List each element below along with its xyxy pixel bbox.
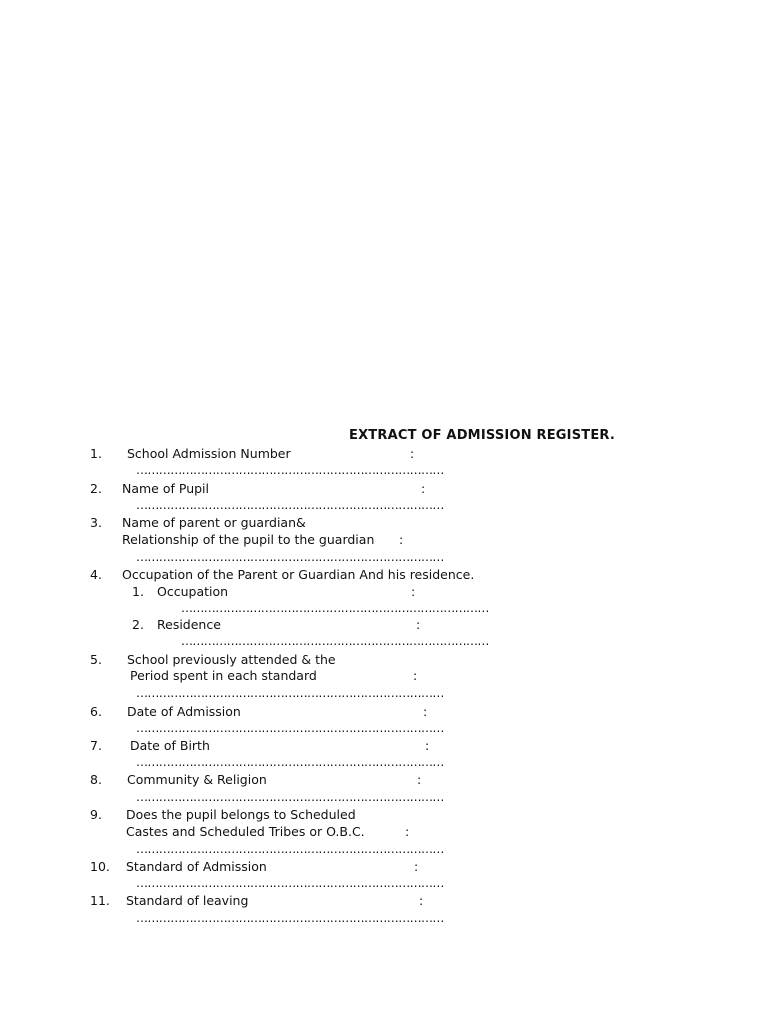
item-4-sub-1-label: Occupation (157, 584, 229, 599)
item-2-number: 2. (90, 481, 102, 496)
item-8-answer-line: ……………………………………………………………………… (136, 790, 444, 804)
item-4-number: 4. (90, 567, 102, 582)
item-4-label: Occupation of the Parent or Guardian And his residence. (122, 567, 475, 582)
item-7-number: 7. (90, 738, 102, 753)
item-10-colon: : (414, 859, 419, 874)
item-3-colon: : (399, 532, 404, 547)
item-5-colon: : (413, 668, 418, 683)
item-1-number: 1. (90, 446, 102, 461)
item-4-sub-2-number: 2. (132, 617, 144, 632)
item-4-sub-1-number: 1. (132, 584, 144, 599)
item-5-label: School previously attended & the (127, 652, 336, 667)
item-5-label-line-2: Period spent in each standard (130, 668, 317, 683)
item-9-label: Does the pupil belongs to Scheduled (126, 807, 356, 822)
item-4-sub-1-answer-line: ……………………………………………………………………… (181, 601, 489, 615)
item-1-answer-line: ……………………………………………………………………… (136, 463, 444, 477)
item-2-answer-line: ……………………………………………………………………… (136, 498, 444, 512)
item-2-colon: : (421, 481, 426, 496)
item-10-label: Standard of Admission (126, 859, 267, 874)
item-6-answer-line: ……………………………………………………………………… (136, 721, 444, 735)
item-4-sub-2-label: Residence (157, 617, 221, 632)
item-11-label: Standard of leaving (126, 893, 249, 908)
item-4-sub-2-colon: : (416, 617, 421, 632)
item-3-number: 3. (90, 515, 102, 530)
item-11-colon: : (419, 893, 424, 908)
item-8-label: Community & Religion (127, 772, 267, 787)
item-6-colon: : (423, 704, 428, 719)
item-4-sub-2-answer-line: ……………………………………………………………………… (181, 634, 489, 648)
item-3-label-line-2: Relationship of the pupil to the guardian (122, 532, 375, 547)
item-8-number: 8. (90, 772, 102, 787)
item-7-colon: : (425, 738, 430, 753)
item-11-answer-line: ……………………………………………………………………… (136, 911, 444, 925)
item-11-number: 11. (90, 893, 110, 908)
item-3-label: Name of parent or guardian& (122, 515, 306, 530)
item-3-answer-line: ……………………………………………………………………… (136, 550, 444, 564)
item-8-colon: : (417, 772, 422, 787)
document-title: EXTRACT OF ADMISSION REGISTER. (349, 428, 615, 443)
item-9-colon: : (405, 824, 410, 839)
item-1-colon: : (410, 446, 415, 461)
item-5-number: 5. (90, 652, 102, 667)
item-9-number: 9. (90, 807, 102, 822)
item-7-label: Date of Birth (130, 738, 210, 753)
item-1-label: School Admission Number (127, 446, 291, 461)
item-9-label-line-2: Castes and Scheduled Tribes or O.B.C. (126, 824, 365, 839)
item-10-answer-line: ……………………………………………………………………… (136, 876, 444, 890)
item-10-number: 10. (90, 859, 110, 874)
item-2-label: Name of Pupil (122, 481, 209, 496)
item-7-answer-line: ……………………………………………………………………… (136, 755, 444, 769)
item-6-label: Date of Admission (127, 704, 241, 719)
item-5-answer-line: ……………………………………………………………………… (136, 686, 444, 700)
item-9-answer-line: ……………………………………………………………………… (136, 842, 444, 856)
item-4-sub-1-colon: : (411, 584, 416, 599)
item-6-number: 6. (90, 704, 102, 719)
